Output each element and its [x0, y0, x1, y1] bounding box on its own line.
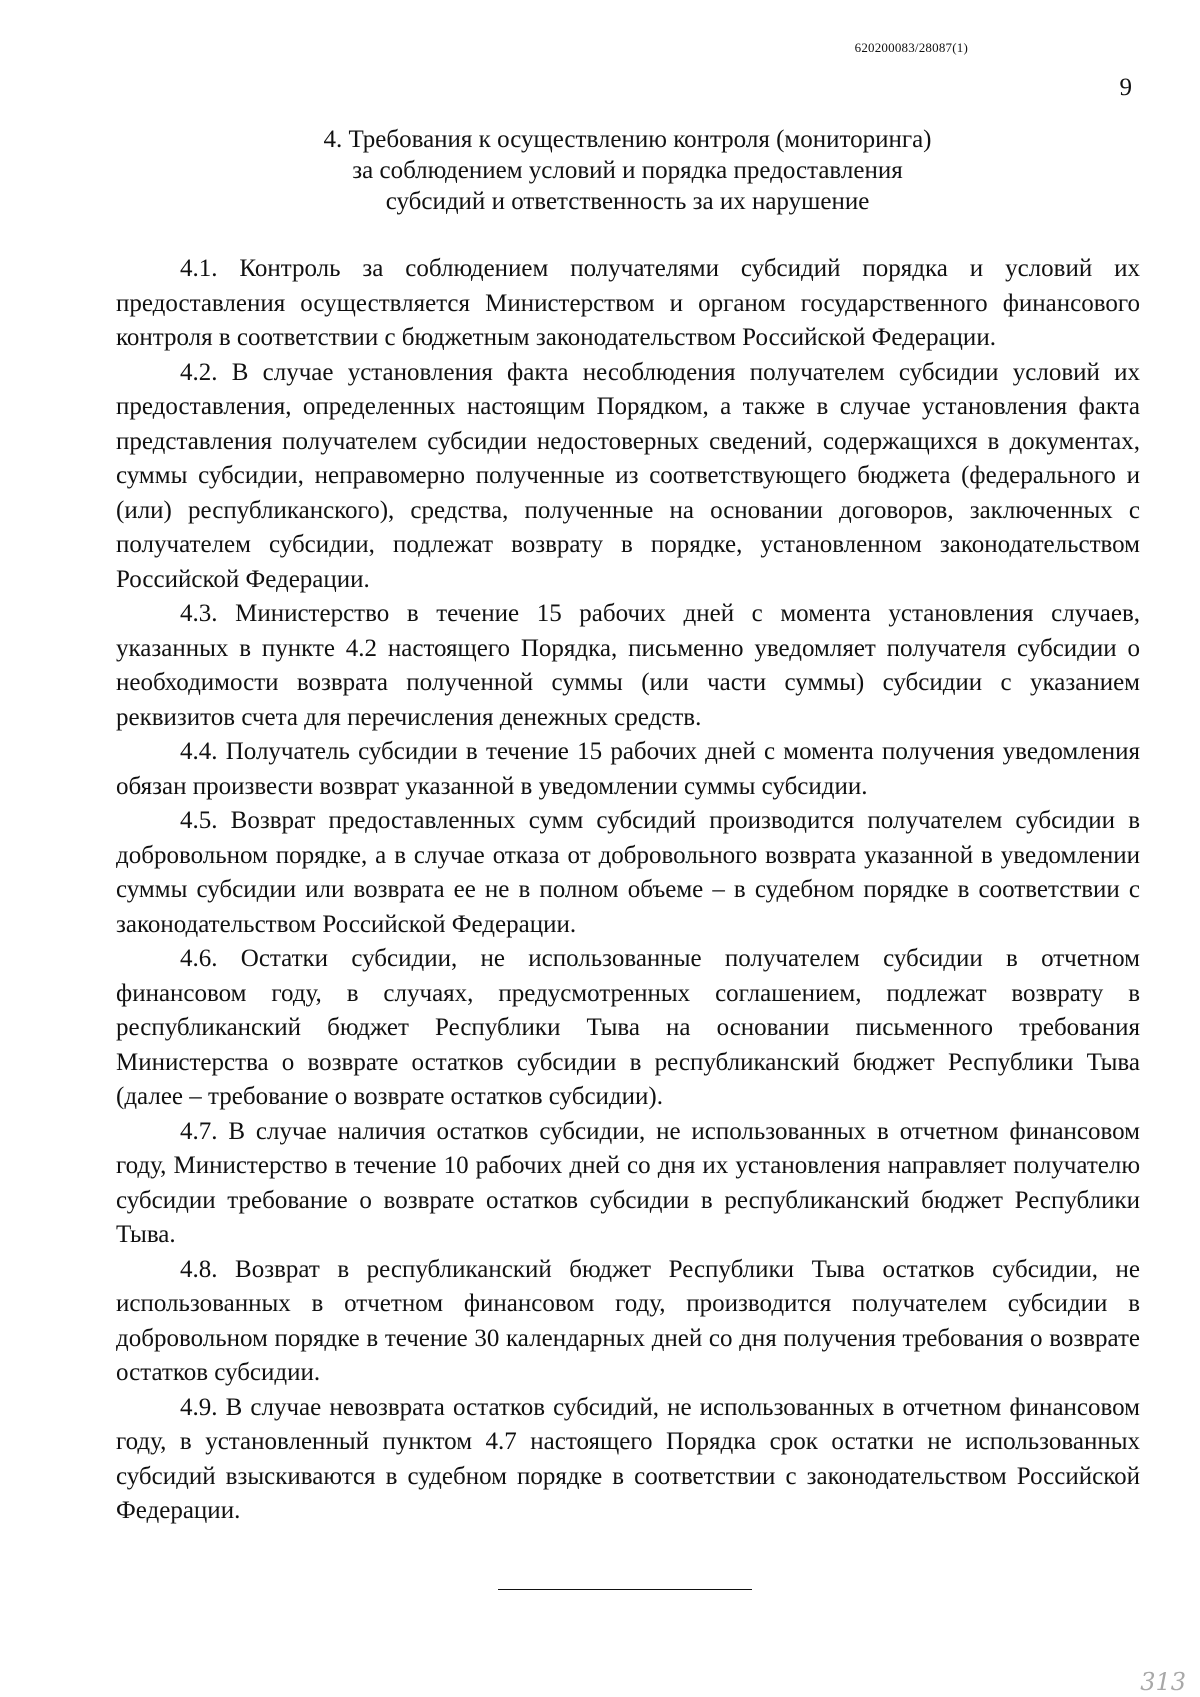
- paragraph-4-6: 4.6. Остатки субсидии, не использованные получателем субсидии в отчетном финансовом году, в случаях, предусмотренных соглашением, подлежат возврату в республиканский бюджет Республики Тыва на основании письменного требования Министерства о возврате остатков субсидии в республиканский бюджет Республики Тыва (далее – требование о возврате остатков субсидии).: [116, 945, 1140, 1110]
- paragraph-4-3: 4.3. Министерство в течение 15 рабочих дней с момента установления случаев, указанных в пункте 4.2 настоящего Порядка, письменно уведомляет получателя субсидии о необходимости возврата полученной суммы (или части суммы) субсидии с указанием реквизитов счета для перечисления денежных средств.: [116, 600, 1140, 731]
- paragraph-4-8: 4.8. Возврат в республиканский бюджет Республики Тыва остатков субсидии, не использованных в отчетном финансовом году, производится получателем субсидии в добровольном порядке в течение 30 календарных дней со дня получения требования о возврате остатков субсидии.: [116, 1255, 1140, 1386]
- paragraph-4-7: 4.7. В случае наличия остатков субсидии, не использованных в отчетном финансовом году, Министерство в течение 10 рабочих дней со дня их установления направляет получателю субсидии требование о возврате остатков субсидии в республиканский бюджет Республики Тыва.: [116, 1117, 1140, 1248]
- paragraph-4-1: 4.1. Контроль за соблюдением получателями субсидий порядка и условий их предоставления осуществляется Министерством и органом государственного финансового контроля в соответствии с бюджетным законодательством Российской Федерации.: [116, 255, 1140, 351]
- section-heading: [115, 124, 1140, 217]
- section-heading-line: 4. Требования к осуществлению контроля (мониторинга): [323, 126, 932, 153]
- section-heading-line: субсидий и ответственность за их нарушение: [385, 188, 870, 215]
- page-number: 9: [1119, 74, 1132, 101]
- document-code: 620200083/28087(1): [854, 40, 968, 55]
- paragraph-4-2: 4.2. В случае установления факта несоблюдения получателем субсидии условий их предоставления, определенных настоящим Порядком, а также в случае установления факта представления получателем субсидии недостоверных сведений, содержащихся в документах, суммы субсидии, неправомерно полученные из соответствующего бюджета (федерального и (или) республиканского), средства, полученные на основании договоров, заключенных с получателем субсидии, подлежат возврату в порядке, установленном законодательством Российской Федерации.: [116, 358, 1140, 593]
- paragraph-4-4: 4.4. Получатель субсидии в течение 15 рабочих дней с момента получения уведомления обязан произвести возврат указанной в уведомлении суммы субсидии.: [116, 738, 1140, 800]
- paragraph-4-9: 4.9. В случае невозврата остатков субсидий, не использованных в отчетном финансовом году, в установленный пунктом 4.7 настоящего Порядка срок остатки не использованных субсидий взыскиваются в судебном порядке в соответствии с законодательством Российской Федерации.: [116, 1393, 1140, 1524]
- document-body: [116, 252, 1140, 1529]
- paragraph-4-5: 4.5. Возврат предоставленных сумм субсидий производится получателем субсидии в добровольном порядке, а в случае отказа от добровольного возврата указанной в уведомлении суммы субсидии или возврата ее не в полном объеме – в судебном порядке в соответствии с законодательством Российской Федерации.: [116, 807, 1140, 938]
- footer-divider: [498, 1589, 752, 1590]
- handwritten-page-mark: 313: [1140, 1668, 1186, 1696]
- section-heading-line: за соблюдением условий и порядка предоставления: [352, 157, 903, 184]
